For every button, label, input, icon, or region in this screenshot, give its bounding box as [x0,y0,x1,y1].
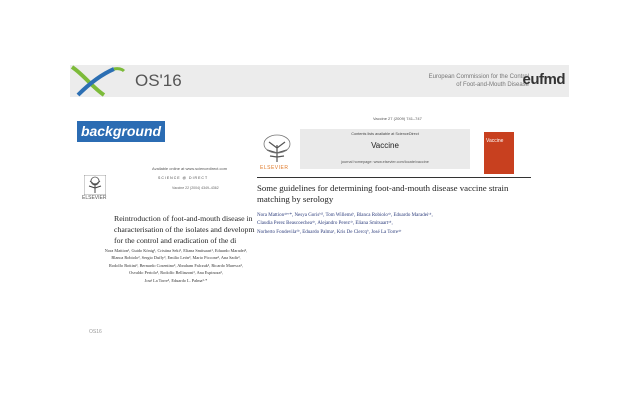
section-label: background [77,121,165,142]
left-publisher: ELSEVIER [82,195,107,201]
left-author-line: Osvaldo Periolo³, Rodolfo Bellinzoni³, Ana Espinoza³, [129,270,223,276]
elsevier-tree-icon [260,133,294,163]
journal-cover [484,132,514,174]
right-author-line: Norberto Fondevilaᵈʲʳ, Eduardo Palmaᵃ, Kris De Clercqᵇ, José La Torreᵃʲʳ [257,229,402,235]
cover-label: Vaccine [486,138,504,144]
right-title-line: matching by serology [257,194,334,204]
left-sciencedirect: SCIENCE @ DIRECT [158,176,209,180]
left-author-line: Blanca Robiolo², Sergio Duffy³, Emilio León³, Mario Piccone³, Ana Sadir³, [111,255,241,261]
slide-footer: OS16 [89,329,102,335]
right-author-line: Claudia Perez Beascoecheaᶜʲʳ, Alejandro Perezᶜʲʳ, Eliana Smitsaartᵃʲʳ, [257,221,393,227]
right-publisher: ELSEVIER [260,165,289,171]
conference-logo-icon [70,65,126,97]
left-title-line: Reintroduction of foot-and-mouth disease in [114,214,253,223]
journal-name: Vaccine [371,141,399,150]
conference-title: OS'16 [135,71,182,90]
elsevier-tree-icon [84,175,106,195]
left-volume: Vaccine 22 (2004) 4349–4362 [172,186,219,190]
divider [257,177,531,178]
right-authors [257,212,527,237]
left-author-line: José La Torre³, Eduardo L. Palma³·* [144,277,208,283]
left-title-line: for the control and eradication of the di [114,236,237,245]
right-title [257,183,517,205]
right-author-line: Nora Mattionᵃʲʳʷ*, Nesya Gorisᵇʲ¹, Tom Willemsᵇ, Blanca Robioloᶜʲʳ, Eduardo Maradeiᶜʲʳ, [257,213,433,218]
left-paper-excerpt [80,163,255,293]
journal-homepage: journal homepage: www.elsevier.com/locate/vaccine [341,160,429,164]
right-title-line: Some guidelines for determining foot-and-mouth disease vaccine strain [257,183,509,193]
left-author-line: Nora Mattion¹, Guido König¹, Cristina Seki¹, Eliana Smitsaart¹, Eduardo Maradei², [104,248,248,253]
left-available: Available online at www.sciencedirect.com [152,166,228,171]
conference-banner [70,65,569,97]
commission-name [429,73,529,89]
left-author-line: Rodolfo Bottini³, Bernardo Cosentino³, Abraham Falczuk³, Ricardo Maresca³, [109,262,243,268]
left-authors [96,247,256,284]
right-paper-excerpt [257,115,531,295]
commission-line-1: European Commission for the Control [428,74,529,80]
right-volume: Vaccine 27 (2009) 741–747 [373,116,422,121]
left-title-line: characterisation of the isolates and developm [114,225,255,234]
contents-line: Contents lists available at ScienceDirect [351,132,419,136]
journal-header [300,129,470,169]
eufmd-logo: eufmd [522,71,565,88]
commission-line-2: of Foot-and-Mouth Disease [456,82,529,88]
